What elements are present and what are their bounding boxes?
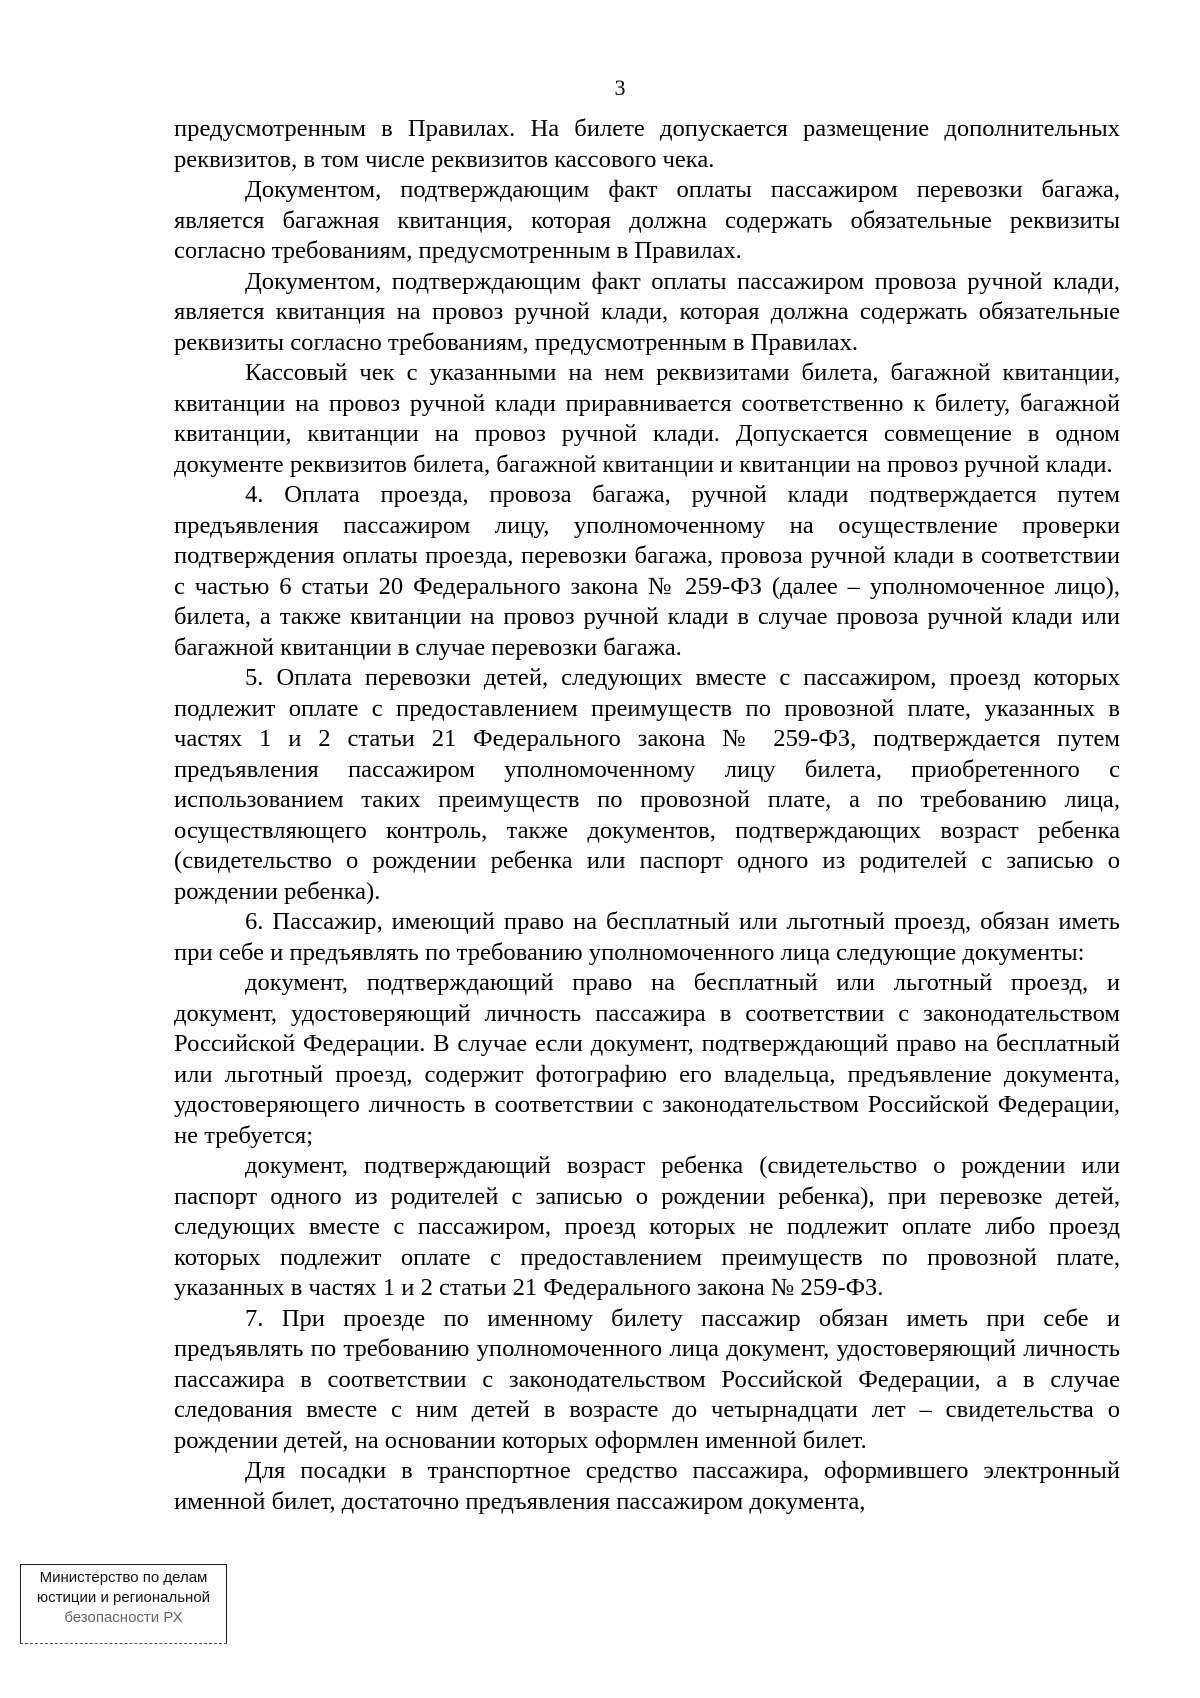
page-number: 3: [614, 75, 626, 100]
paragraph-item-7: 7. При проезде по именному билету пассажир обязан иметь при себе и предъявлять по требованию уполномоченного лица документ, удостоверяющий личность пассажира в соответствии с законодательством Российской Федерации, а в случае следования вместе с ним детей в возрасте до четырнадцати лет – свидетельства о рождении детей, на основании которых оформлен именной билет.: [174, 1304, 1120, 1454]
paragraph-hand-luggage-receipt: Документом, подтверждающим факт оплаты пассажиром провоза ручной клади, является квитанция на провоз ручной клади, которая должна содержать обязательные реквизиты согласно требованиям, предусмотренным в Правилах.: [174, 267, 1120, 356]
paragraph-item-6: 6. Пассажир, имеющий право на бесплатный или льготный проезд, обязан иметь при себе и предъявлять по требованию уполномоченного лица следующие документы:: [174, 908, 1120, 966]
document-body: [174, 114, 1120, 1517]
ministry-stamp: [20, 1564, 227, 1644]
paragraph-item-5: 5. Оплата перевозки детей, следующих вместе с пассажиром, проезд которых подлежит оплате с предоставлением преимуществ по провозной плате, указанных в частях 1 и 2 статьи 21 Федерального закона № 259-ФЗ, подтверждается путем предъявления пассажиром уполномоченному лицу билета, приобретенного с использованием таких преимуществ по провозной плате, а по требованию лица, осуществляющего контроль, также документов, подтверждающих возраст ребенка (свидетельство о рождении ребенка или паспорт одного из родителей с записью о рождении ребенка).: [174, 664, 1120, 905]
paragraph-continuation: предусмотренным в Правилах. На билете допускается размещение дополнительных реквизитов, в том числе реквизитов кассового чека.: [174, 115, 1120, 173]
stamp-line-1: Министерство по делам: [39, 1569, 208, 1586]
paragraph-item-6-doc-1: документ, подтверждающий право на бесплатный или льготный проезд, и документ, удостоверяющий личность пассажира в соответствии с законодательством Российской Федерации. В случае если документ, подтверждающий право на бесплатный или льготный проезд, содержит фотографию его владельца, предъявление документа, удостоверяющего личность в соответствии с законодательством Российской Федерации, не требуется;: [174, 969, 1120, 1149]
stamp-line-3: безопасности РХ: [64, 1609, 183, 1626]
paragraph-cash-receipt: Кассовый чек с указанными на нем реквизитами билета, багажной квитанции, квитанции на провоз ручной клади приравнивается соответственно к билету, багажной квитанции, квитанции на провоз ручной клади. Допускается совмещение в одном документе реквизитов билета, багажной квитанции и квитанции на провоз ручной клади.: [174, 359, 1120, 478]
paragraph-item-4: 4. Оплата проезда, провоза багажа, ручной клади подтверждается путем предъявления пассажиром лицу, уполномоченному на осуществление проверки подтверждения оплаты проезда, перевозки багажа, провоза ручной клади в соответствии с частью 6 статьи 20 Федерального закона № 259-ФЗ (далее – уполномоченное лицо), билета, а также квитанции на провоз ручной клади в случае провоза ручной клади или багажной квитанции в случае перевозки багажа.: [174, 481, 1120, 661]
paragraph-baggage-receipt: Документом, подтверждающим факт оплаты пассажиром перевозки багажа, является багажная квитанция, которая должна содержать обязательные реквизиты согласно требованиям, предусмотренным в Правилах.: [174, 176, 1120, 264]
paragraph-item-6-doc-2: документ, подтверждающий возраст ребенка (свидетельство о рождении или паспорт одного из родителей с записью о рождении ребенка), при перевозке детей, следующих вместе с пассажиром, проезд которых не подлежит оплате либо проезд которых подлежит оплате с предоставлением преимуществ по провозной плате, указанных в частях 1 и 2 статьи 21 Федерального закона № 259-ФЗ.: [174, 1152, 1120, 1301]
paragraph-electronic-ticket: Для посадки в транспортное средство пассажира, оформившего электронный именной билет, достаточно предъявления пассажиром документа,: [174, 1457, 1120, 1515]
stamp-line-2: юстиции и региональной: [36, 1589, 211, 1606]
